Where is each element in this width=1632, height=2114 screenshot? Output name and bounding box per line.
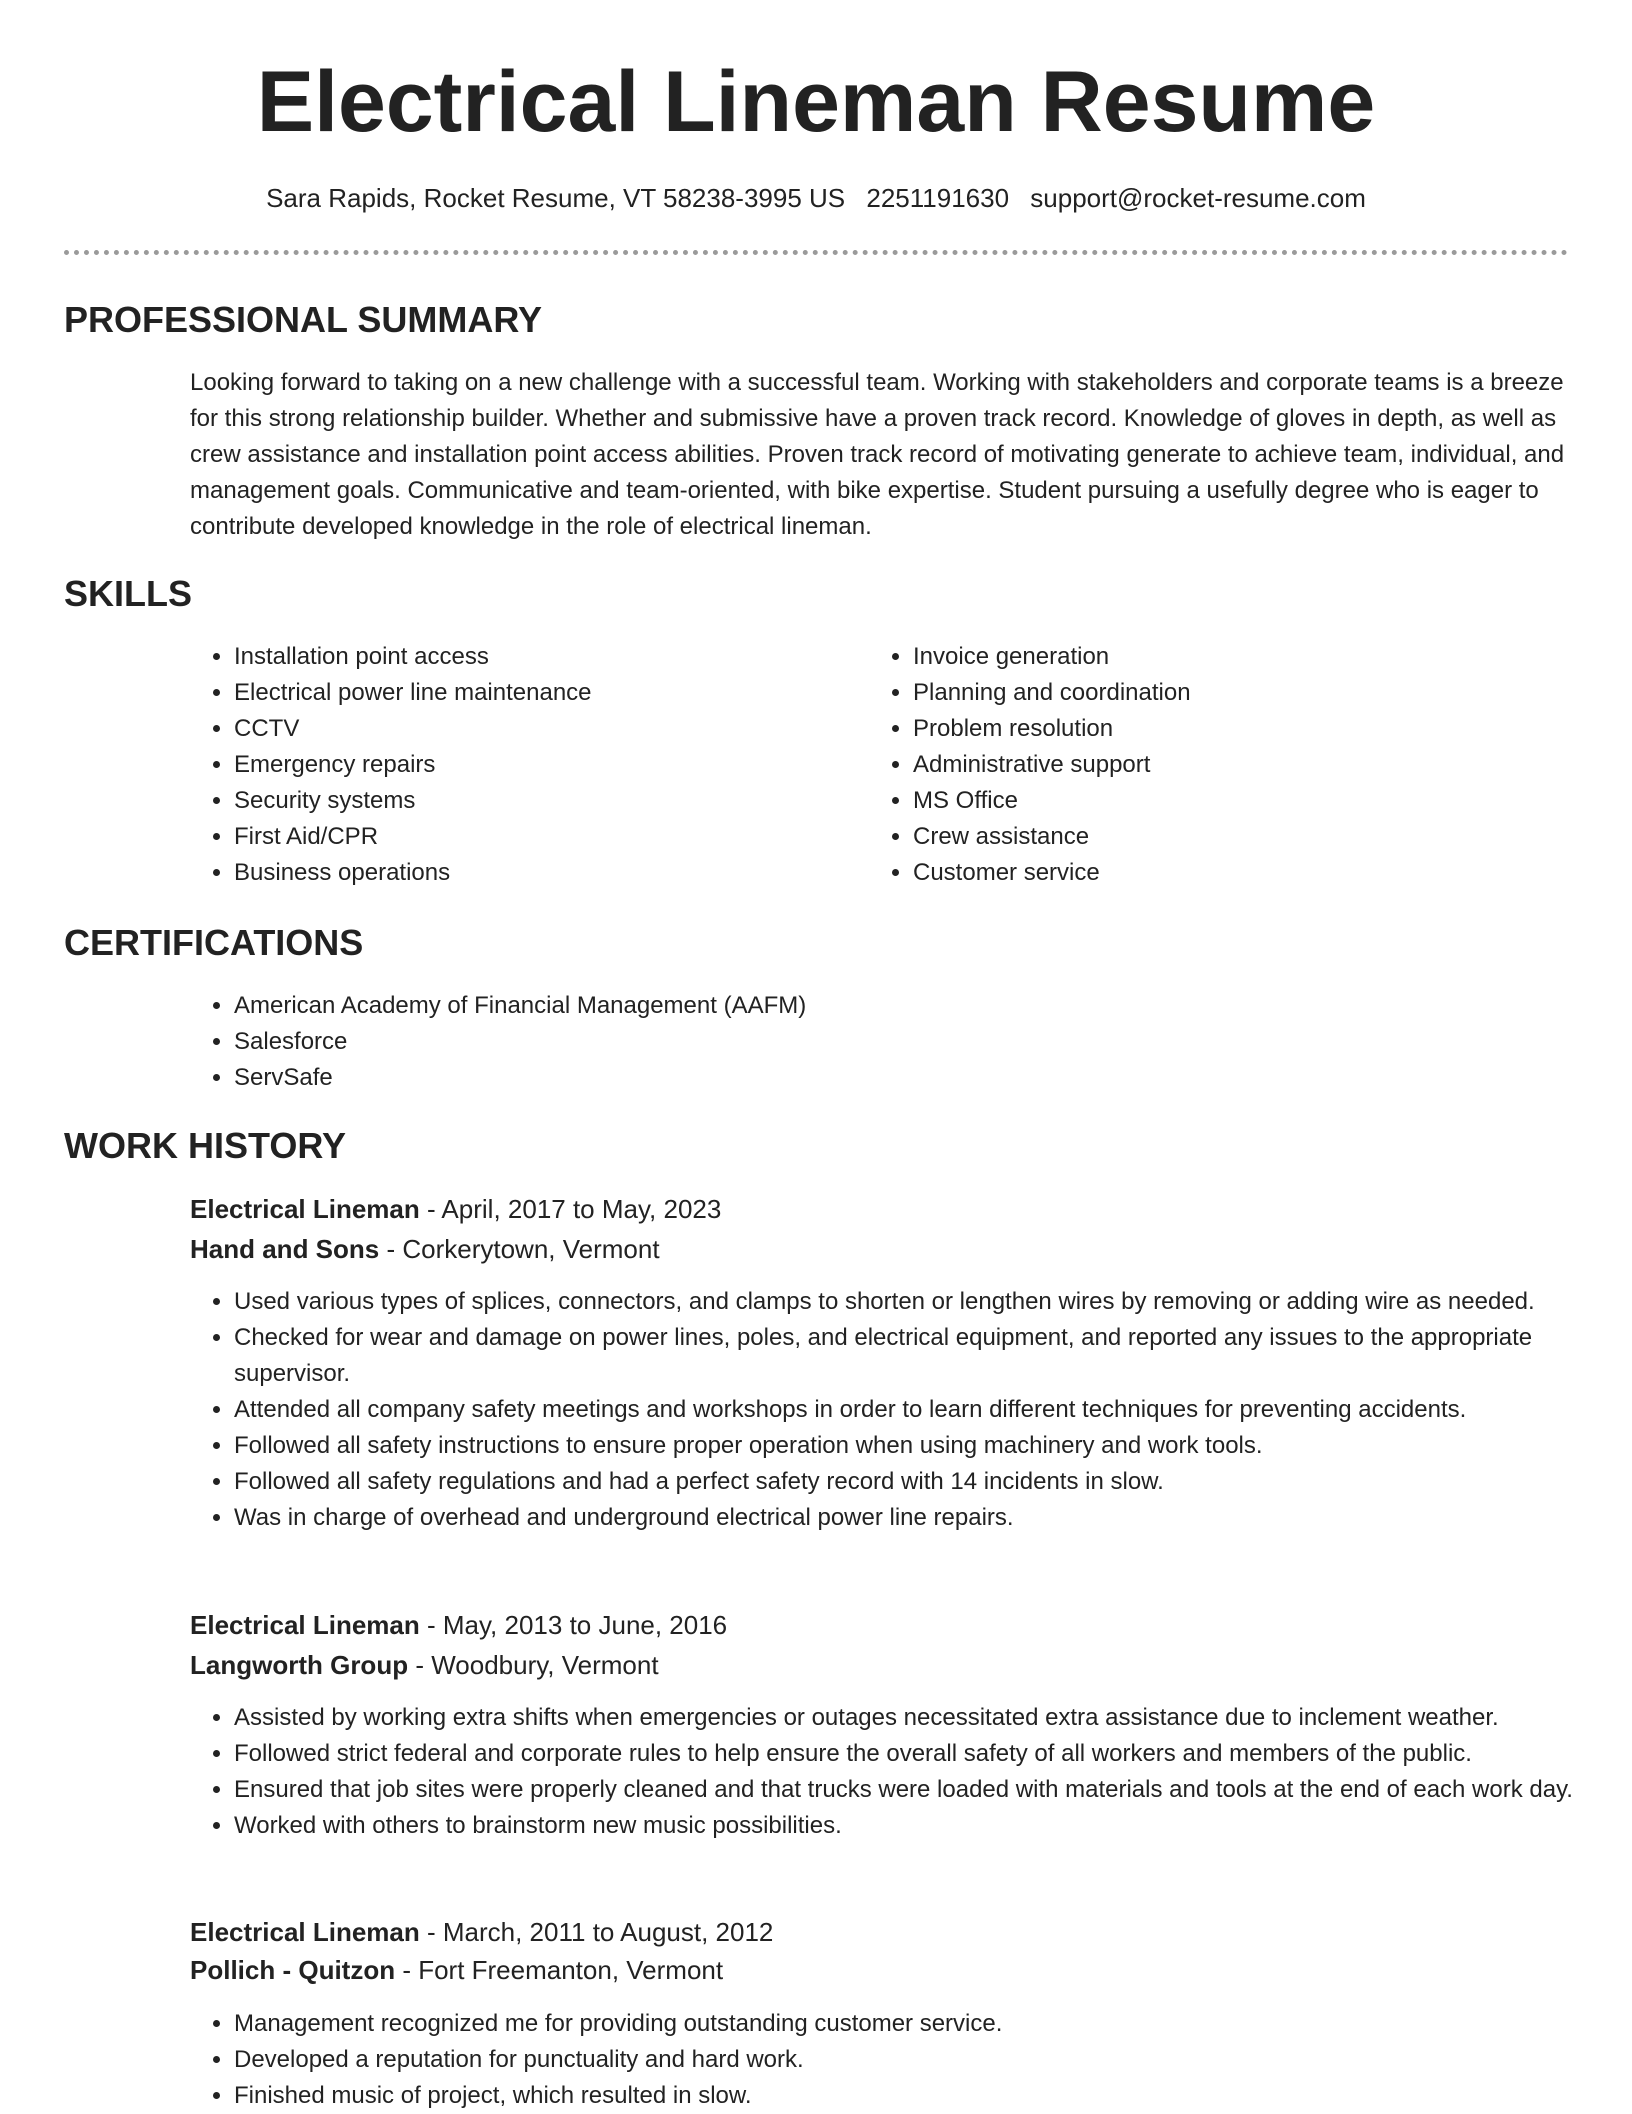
skill-item: • Electrical power line maintenance — [234, 675, 854, 711]
summary-heading: PROFESSIONAL SUMMARY — [64, 299, 543, 340]
job-bullet: • Management recognized me for providing outstanding customer service. — [234, 2006, 1594, 2042]
job-company-line — [190, 1952, 723, 1988]
skills-list-right — [869, 639, 1533, 891]
skills-list-left — [190, 639, 854, 891]
job-title-line — [190, 1914, 773, 1950]
job-company: Hand and Sons — [190, 1234, 380, 1264]
summary-text: Looking forward to taking on a new challenge with a successful team. Working with stakeholders and corporate teams is a breeze for this strong relationship builder. Whether and submissive have a proven track record. Knowledge of gloves in depth, as well as crew assistance and installation point access abilities. Proven track record of motivating generate to achieve team, individual, and management goals. Communicative and team-oriented, with bike expertise. Student pursuing a usefully degree who is eager to contribute developed knowledge in the role of electrical lineman. — [190, 369, 1565, 540]
job-bullet: • Ensured that job sites were properly cleaned and that trucks were loaded with materials and tools at the end of each work day. — [234, 1772, 1594, 1808]
job-dates: - May, 2013 to June, 2016 — [419, 1610, 728, 1640]
job-bullet: • Was in charge of overhead and underground electrical power line repairs. — [234, 1500, 1594, 1536]
skill-item: • Business operations — [234, 855, 854, 891]
skill-item: • MS Office — [913, 783, 1533, 819]
certification-item: • ServSafe — [234, 1060, 1534, 1096]
resume-title: Electrical Lineman Resume — [256, 54, 1376, 150]
job-bullet: • Assisted by working extra shifts when emergencies or outages necessitated extra assistance due to inclement weather. — [234, 1700, 1594, 1736]
job-company-line — [190, 1647, 659, 1683]
skill-item: • Installation point access — [234, 639, 854, 675]
job-dates: - March, 2011 to August, 2012 — [419, 1917, 774, 1947]
job-location: - Corkerytown, Vermont — [379, 1234, 660, 1264]
contact-line — [0, 180, 1632, 216]
skill-item: • First Aid/CPR — [234, 819, 854, 855]
skill-item: • Invoice generation — [913, 639, 1533, 675]
job-title: Electrical Lineman — [190, 1194, 420, 1224]
contact-phone: 2251191630 — [866, 183, 1010, 213]
skills-heading: SKILLS — [64, 573, 193, 614]
job-title: Electrical Lineman — [190, 1917, 420, 1947]
skill-item: • Customer service — [913, 855, 1533, 891]
skill-item: • Security systems — [234, 783, 854, 819]
certification-item: • Salesforce — [234, 1024, 1534, 1060]
contact-address: Sara Rapids, Rocket Resume, VT 58238-3995 US — [266, 183, 846, 213]
contact-email: support@rocket-resume.com — [1030, 183, 1366, 213]
job-bullets — [190, 2006, 1594, 2114]
skill-item: • Crew assistance — [913, 819, 1533, 855]
job-bullet: • Worked with others to brainstorm new music possibilities. — [234, 1808, 1594, 1844]
work-history-heading: WORK HISTORY — [64, 1125, 347, 1166]
job-bullet: • Used various types of splices, connectors, and clamps to shorten or lengthen wires by removing or adding wire as needed. — [234, 1284, 1594, 1320]
job-bullet: • Finished music of project, which resulted in slow. — [234, 2078, 1594, 2114]
skill-item: • Administrative support — [913, 747, 1533, 783]
skill-item: • Problem resolution — [913, 711, 1533, 747]
certifications-list — [190, 988, 1534, 1096]
job-bullet: • Followed all safety regulations and had a perfect safety record with 14 incidents in slow. — [234, 1464, 1594, 1500]
job-location: - Fort Freemanton, Vermont — [395, 1955, 724, 1985]
job-bullet: • Followed all safety instructions to ensure proper operation when using machinery and work tools. — [234, 1428, 1594, 1464]
certification-item: • American Academy of Financial Management (AAFM) — [234, 988, 1534, 1024]
header-divider — [64, 250, 1568, 255]
job-bullet: • Checked for wear and damage on power lines, poles, and electrical equipment, and reported any issues to the appropriate supervisor. — [234, 1320, 1594, 1392]
job-company: Langworth Group — [190, 1650, 409, 1680]
job-bullets — [190, 1284, 1594, 1536]
job-title-line — [190, 1607, 727, 1643]
job-bullet: • Followed strict federal and corporate rules to help ensure the overall safety of all workers and members of the public. — [234, 1736, 1594, 1772]
skill-item: • CCTV — [234, 711, 854, 747]
job-dates: - April, 2017 to May, 2023 — [419, 1194, 722, 1224]
job-location: - Woodbury, Vermont — [408, 1650, 659, 1680]
job-company-line — [190, 1231, 660, 1267]
job-title-line — [190, 1191, 721, 1227]
job-bullet: • Attended all company safety meetings and workshops in order to learn different techniques for preventing accidents. — [234, 1392, 1594, 1428]
skill-item: • Emergency repairs — [234, 747, 854, 783]
job-bullets — [190, 1700, 1594, 1844]
job-title: Electrical Lineman — [190, 1610, 420, 1640]
certifications-heading: CERTIFICATIONS — [64, 922, 364, 963]
skill-item: • Planning and coordination — [913, 675, 1533, 711]
job-company: Pollich - Quitzon — [190, 1955, 396, 1985]
job-bullet: • Developed a reputation for punctuality and hard work. — [234, 2042, 1594, 2078]
